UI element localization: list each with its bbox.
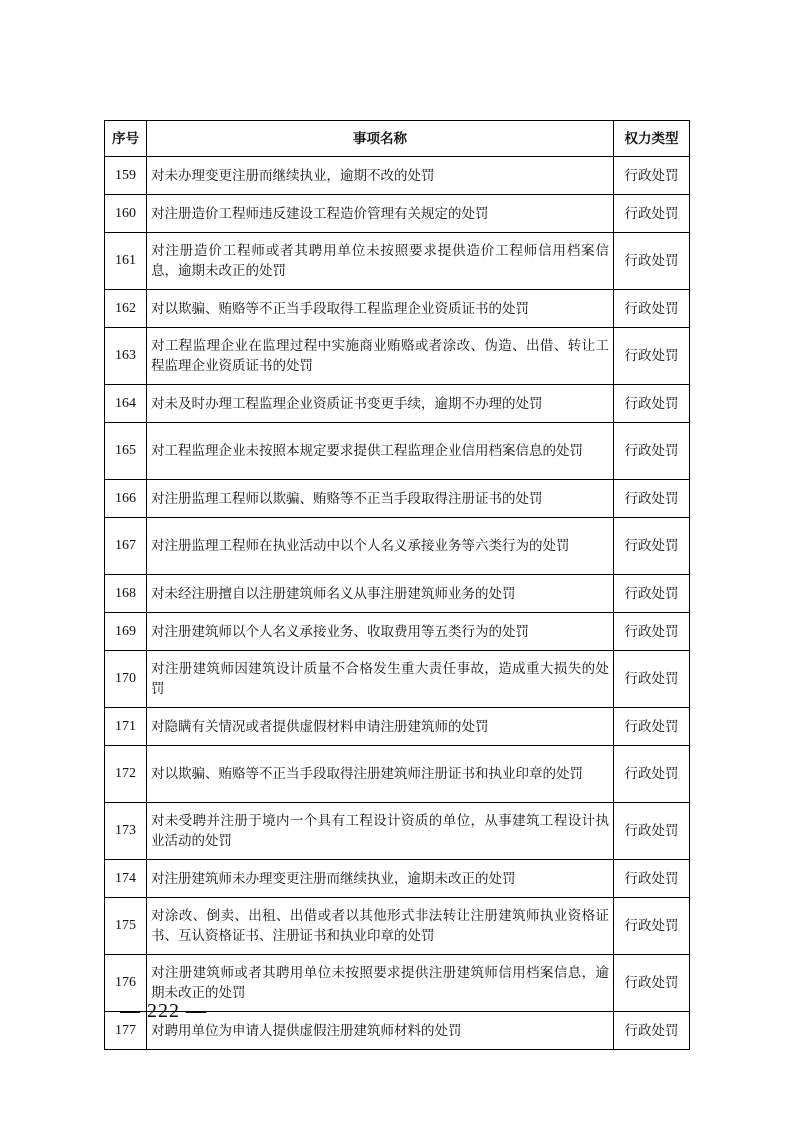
page-number: — 222 —: [120, 1000, 207, 1022]
table-row: [105, 651, 690, 708]
row-number: 161: [105, 233, 147, 290]
table-row: [105, 195, 690, 233]
row-number: 166: [105, 480, 147, 518]
item-name: 对注册造价工程师违反建设工程造价管理有关规定的处罚: [147, 195, 614, 233]
table-row: [105, 328, 690, 385]
row-number: 169: [105, 613, 147, 651]
table-row: [105, 385, 690, 423]
power-type: 行政处罚: [614, 290, 690, 328]
header-no: 序号: [105, 121, 147, 157]
table-row: [105, 423, 690, 480]
item-name: 对注册监理工程师在执业活动中以个人名义承接业务等六类行为的处罚: [147, 518, 614, 575]
row-number: 163: [105, 328, 147, 385]
power-type: 行政处罚: [614, 898, 690, 955]
power-type: 行政处罚: [614, 746, 690, 803]
power-type: 行政处罚: [614, 860, 690, 898]
table-row: [105, 575, 690, 613]
row-number: 164: [105, 385, 147, 423]
table-header-row: [105, 121, 690, 157]
table-body: [105, 157, 690, 1050]
table-row: [105, 803, 690, 860]
item-name: 对注册建筑师或者其聘用单位未按照要求提供注册建筑师信用档案信息，逾期未改正的处罚: [147, 955, 614, 1012]
header-name: 事项名称: [147, 121, 614, 157]
row-number: 167: [105, 518, 147, 575]
item-name: 对注册监理工程师以欺骗、贿赂等不正当手段取得注册证书的处罚: [147, 480, 614, 518]
power-type: 行政处罚: [614, 651, 690, 708]
power-type: 行政处罚: [614, 708, 690, 746]
header-type: 权力类型: [614, 121, 690, 157]
table-row: [105, 518, 690, 575]
row-number: 173: [105, 803, 147, 860]
item-name: 对注册建筑师以个人名义承接业务、收取费用等五类行为的处罚: [147, 613, 614, 651]
row-number: 177: [105, 1012, 147, 1050]
power-type: 行政处罚: [614, 613, 690, 651]
item-name: 对未经注册擅自以注册建筑师名义从事注册建筑师业务的处罚: [147, 575, 614, 613]
power-type: 行政处罚: [614, 385, 690, 423]
item-name: 对涂改、倒卖、出租、出借或者以其他形式非法转让注册建筑师执业资格证书、互认资格证书、注册证书和执业印章的处罚: [147, 898, 614, 955]
table-row: [105, 290, 690, 328]
table-row: [105, 233, 690, 290]
table-row: [105, 480, 690, 518]
item-name: 对以欺骗、贿赂等不正当手段取得工程监理企业资质证书的处罚: [147, 290, 614, 328]
item-name: 对聘用单位为申请人提供虚假注册建筑师材料的处罚: [147, 1012, 614, 1050]
power-type: 行政处罚: [614, 1012, 690, 1050]
row-number: 159: [105, 157, 147, 195]
row-number: 168: [105, 575, 147, 613]
power-type: 行政处罚: [614, 423, 690, 480]
item-name: 对工程监理企业未按照本规定要求提供工程监理企业信用档案信息的处罚: [147, 423, 614, 480]
table-row: [105, 746, 690, 803]
power-type: 行政处罚: [614, 575, 690, 613]
power-type: 行政处罚: [614, 480, 690, 518]
table-row: [105, 860, 690, 898]
power-type: 行政处罚: [614, 328, 690, 385]
table-row: [105, 898, 690, 955]
row-number: 170: [105, 651, 147, 708]
item-name: 对未受聘并注册于境内一个具有工程设计资质的单位，从事建筑工程设计执业活动的处罚: [147, 803, 614, 860]
row-number: 175: [105, 898, 147, 955]
item-name: 对注册建筑师未办理变更注册而继续执业，逾期未改正的处罚: [147, 860, 614, 898]
item-name: 对未办理变更注册而继续执业，逾期不改的处罚: [147, 157, 614, 195]
row-number: 171: [105, 708, 147, 746]
row-number: 172: [105, 746, 147, 803]
power-type: 行政处罚: [614, 157, 690, 195]
power-type: 行政处罚: [614, 518, 690, 575]
power-type: 行政处罚: [614, 803, 690, 860]
table-row: [105, 157, 690, 195]
item-name: 对注册建筑师因建筑设计质量不合格发生重大责任事故，造成重大损失的处罚: [147, 651, 614, 708]
row-number: 160: [105, 195, 147, 233]
table-row: [105, 613, 690, 651]
item-name: 对注册造价工程师或者其聘用单位未按照要求提供造价工程师信用档案信息，逾期未改正的处罚: [147, 233, 614, 290]
row-number: 165: [105, 423, 147, 480]
power-type: 行政处罚: [614, 195, 690, 233]
row-number: 174: [105, 860, 147, 898]
item-name: 对工程监理企业在监理过程中实施商业贿赂或者涂改、伪造、出借、转让工程监理企业资质证书的处罚: [147, 328, 614, 385]
item-name: 对以欺骗、贿赂等不正当手段取得注册建筑师注册证书和执业印章的处罚: [147, 746, 614, 803]
table-row: [105, 708, 690, 746]
power-list-table: [104, 120, 690, 1050]
row-number: 162: [105, 290, 147, 328]
row-number: 176: [105, 955, 147, 1012]
item-name: 对隐瞒有关情况或者提供虚假材料申请注册建筑师的处罚: [147, 708, 614, 746]
item-name: 对未及时办理工程监理企业资质证书变更手续，逾期不办理的处罚: [147, 385, 614, 423]
power-type: 行政处罚: [614, 955, 690, 1012]
power-type: 行政处罚: [614, 233, 690, 290]
